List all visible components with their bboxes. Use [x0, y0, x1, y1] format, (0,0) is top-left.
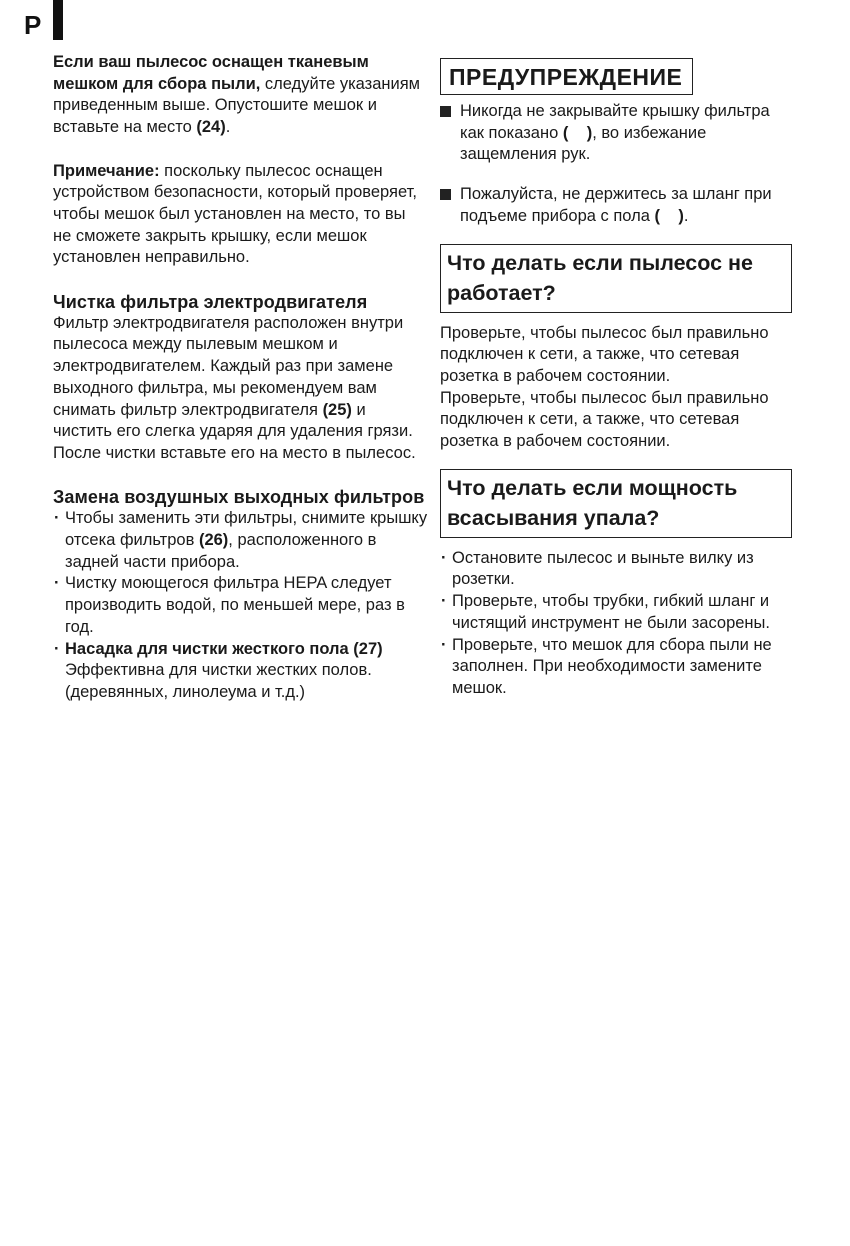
warning-item-1-text: Никогда не закрывайте крышку фильтра как показано — [460, 102, 770, 142]
air-filter-bullet-1-text-2: , расположенного в задней части прибора. — [65, 531, 377, 571]
warning-item-1-text-2: , во избежание защемления рук. — [460, 123, 707, 164]
figure-placeholder: ( ) — [562, 123, 593, 142]
motor-filter-text-1: Фильтр электродвигателя расположен внутри пылесоса между пылевым мешком и электродвигателем. Каждый раз при замене выходного фильтра, мы рекомендуем вам снимать фильтр электродвигателя — [53, 313, 404, 419]
air-figure-ref: (26) — [198, 531, 229, 550]
square-bullet-icon — [440, 189, 451, 200]
air-filter-heading: Замена воздушных выходных фильтров — [53, 487, 425, 508]
language-marker-bar — [53, 0, 63, 40]
hard-floor-nozzle-title: Насадка для чистки жесткого пола (27) — [65, 639, 383, 658]
suction-bullet-2: · Проверьте, чтобы трубки, гибкий шланг и чистящий инструмент не были засорены. — [440, 591, 795, 634]
motor-filter-text-2: и чистить его слегка ударяя для удаления грязи. После чистки вставьте его на место в пылесос. — [53, 400, 416, 462]
square-bullet-icon — [440, 106, 451, 117]
bag-paragraph-text: следуйте указаниям приведенным выше. Опустошите мешок и вставьте на место — [53, 74, 421, 137]
note-text: поскольку пылесос оснащен устройством безопасности, который проверяет, чтобы мешок был установлен на место, то вы не сможете закрыть крышку, если мешок установлен неправильно. — [53, 161, 417, 267]
bag-figure-ref: (24) — [196, 118, 226, 137]
right-column — [440, 52, 795, 700]
not-working-heading: Что делать если пылесос не работает? — [440, 244, 792, 313]
warning-item-1 — [440, 101, 795, 166]
air-filter-bullet-3 — [53, 639, 428, 704]
bag-paragraph — [53, 52, 428, 139]
warning-item-2 — [440, 184, 795, 227]
warning-item-2-end: . — [683, 206, 689, 225]
motor-figure-ref: (25) — [322, 400, 352, 419]
bag-paragraph-lead: Если ваш пылесос оснащен тканевым мешком для сбора пыли, — [53, 53, 369, 93]
suction-bullet-3: · Проверьте, что мешок для сбора пыли не заполнен. При необходимости замените мешок. — [440, 635, 795, 700]
figure-placeholder: ( ) — [654, 206, 684, 225]
note-paragraph — [53, 161, 428, 270]
motor-filter-heading: Чистка фильтра электродвигателя — [53, 291, 368, 312]
bag-paragraph-end: . — [225, 118, 231, 137]
warning-box-wrap — [440, 58, 795, 95]
note-label: Примечание: — [53, 161, 160, 180]
not-working-paragraph-2: Проверьте, чтобы пылесос был правильно подключен к сети, а также, что сетевая розетка в рабочем состоянии. — [440, 388, 769, 451]
left-column — [53, 52, 428, 704]
hard-floor-nozzle-text: Эффективна для чистки жестких полов. (деревянных, линолеума и т.д.) — [65, 661, 372, 701]
suction-bullet-1: · Остановите пылесос и выньте вилку из розетки. — [440, 548, 795, 591]
air-filter-bullet-1 — [53, 508, 428, 573]
air-filter-bullet-2: · Чистку моющегося фильтра HEPA следует производить водой, по меньшей мере, раз в год. — [53, 573, 428, 638]
motor-filter-paragraph — [53, 313, 428, 465]
warning-item-2-text: Пожалуйста, не держитесь за шланг при подъеме прибора с пола — [460, 185, 772, 225]
warning-heading: ПРЕДУПРЕЖДЕНИЕ — [440, 58, 693, 95]
not-working-paragraph-1: Проверьте, чтобы пылесос был правильно подключен к сети, а также, что сетевая розетка в рабочем состоянии. — [440, 323, 769, 385]
language-marker: P — [24, 10, 42, 40]
air-filter-bullet-1-text: Чтобы заменить эти фильтры, снимите крышку отсека фильтров — [65, 509, 428, 550]
suction-drop-heading: Что делать если мощность всасывания упала? — [440, 469, 792, 538]
